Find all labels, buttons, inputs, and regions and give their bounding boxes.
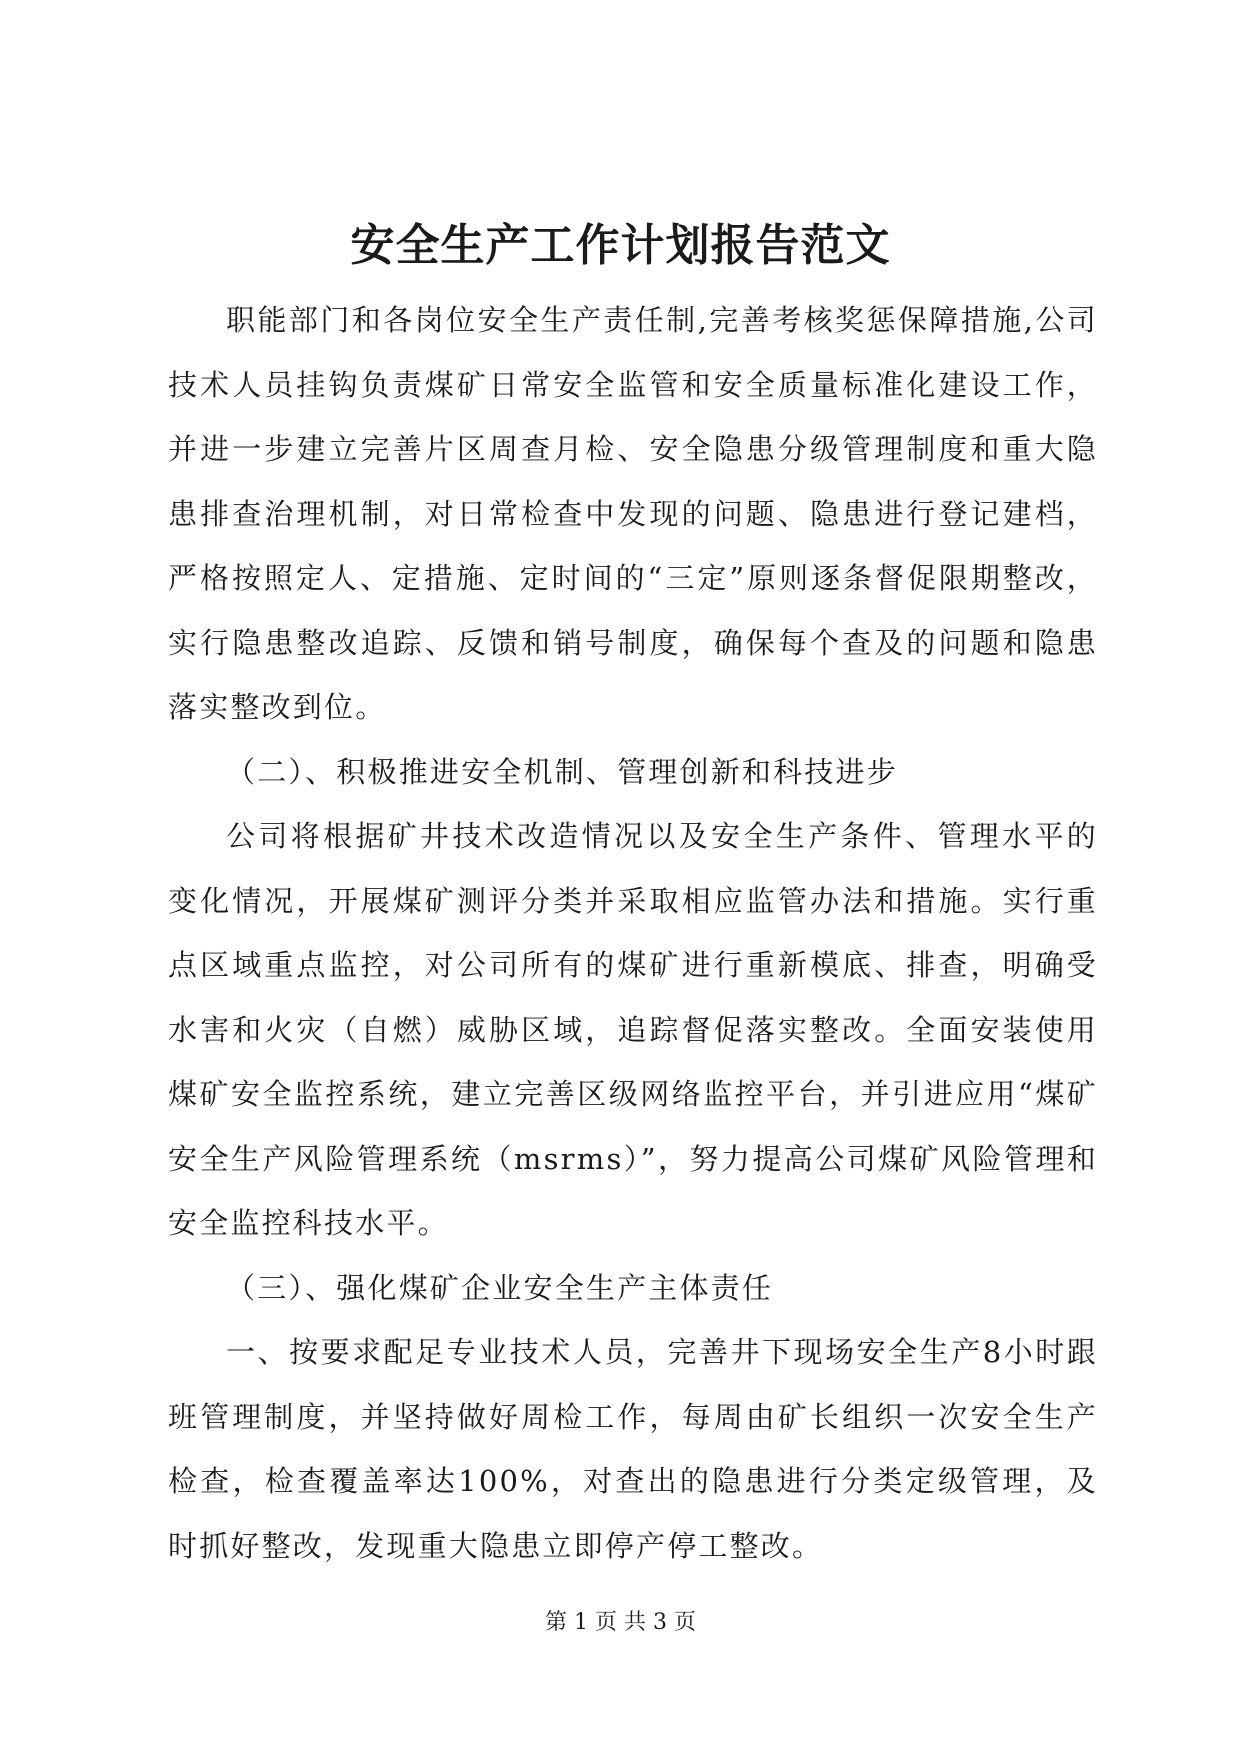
document-body bbox=[168, 288, 1098, 1578]
paragraph: 职能部门和各岗位安全生产责任制,完善考核奖惩保障措施,公司技术人员挂钩负责煤矿日常安全监管和安全质量标准化建设工作，并进一步建立完善片区周查月检、安全隐患分级管理制度和重大隐患排查治理机制，对日常检查中发现的问题、隐患进行登记建档，严格按照定人、定措施、定时间的“三定”原则逐条督促限期整改，实行隐患整改追踪、反馈和销号制度，确保每个查及的问题和隐患落实整改到位。 bbox=[168, 303, 1098, 724]
page-footer bbox=[0, 1608, 1241, 1638]
section-heading: （二）、积极推进安全机制、管理创新和科技进步 bbox=[226, 754, 898, 789]
document-title: 安全生产工作计划报告范文 bbox=[350, 220, 891, 271]
section-heading: （三）、强化煤矿企业安全生产主体责任 bbox=[226, 1270, 774, 1305]
page-number: 第 1 页 共 3 页 bbox=[545, 1610, 696, 1635]
paragraph: 一、按要求配足专业技术人员，完善井下现场安全生产8小时跟班管理制度，并坚持做好周检工作，每周由矿长组织一次安全生产检查，检查覆盖率达100%，对查出的隐患进行分类定级管理，及时抓好整改，发现重大隐患立即停产停工整改。 bbox=[168, 1335, 1098, 1563]
paragraph: 公司将根据矿井技术改造情况以及安全生产条件、管理水平的变化情况，开展煤矿测评分类并采取相应监管办法和措施。实行重点区域重点监控，对公司所有的煤矿进行重新模底、排查，明确受水害和火灾（自燃）威胁区域，追踪督促落实整改。全面安装使用煤矿安全监控系统，建立完善区级网络监控平台，并引进应用“煤矿安全生产风险管理系统（msrms）”，努力提高公司煤矿风险管理和安全监控科技水平。 bbox=[168, 819, 1098, 1240]
